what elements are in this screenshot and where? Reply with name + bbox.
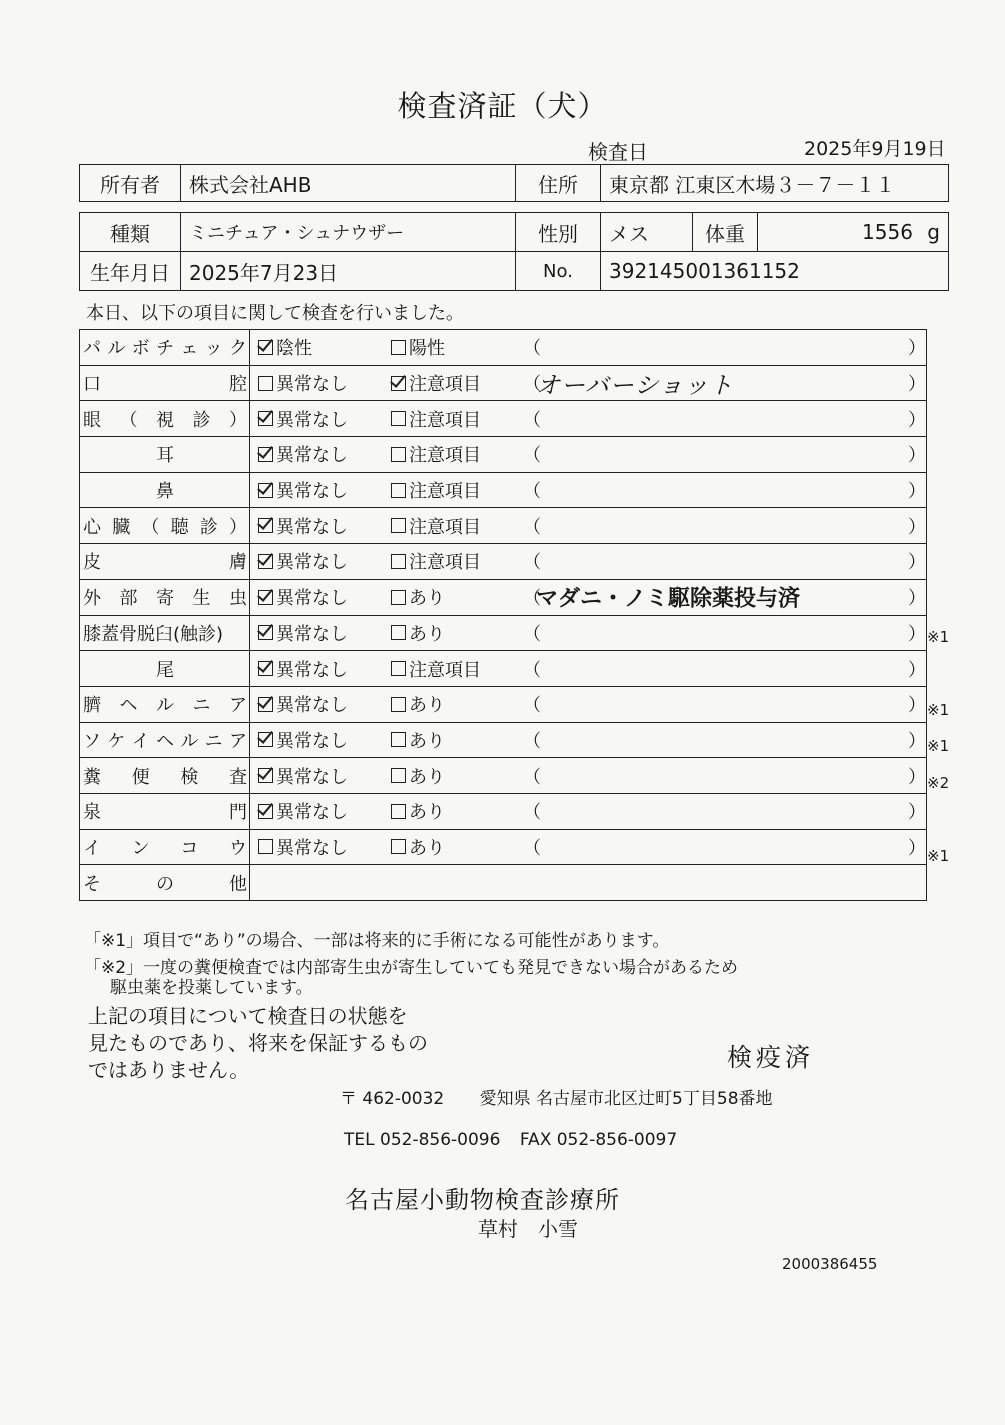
option-normal[interactable]	[258, 763, 348, 789]
label-char: 耳	[156, 445, 174, 467]
option-abnormal[interactable]	[391, 798, 445, 824]
option-abnormal[interactable]	[391, 763, 445, 789]
inspection-item-label	[80, 686, 250, 722]
label-char: 便	[131, 766, 150, 788]
footnote-mark: ※2	[927, 773, 950, 792]
inspection-items-table	[79, 329, 927, 901]
postal-code: 〒 462-0032	[340, 1089, 445, 1109]
option-normal[interactable]	[258, 620, 348, 646]
label-char: イ	[83, 837, 101, 859]
clinic-address: 愛知県 名古屋市北区辻町5丁目58番地	[479, 1089, 773, 1109]
option-normal[interactable]	[258, 370, 348, 396]
label-char: パ	[83, 338, 101, 360]
checkbox-icon[interactable]	[391, 839, 406, 854]
option-abnormal[interactable]	[391, 441, 481, 467]
checked-checkbox-icon[interactable]	[258, 447, 273, 462]
option-normal[interactable]	[258, 441, 348, 467]
label-char: 寄	[156, 588, 174, 610]
footnote-2-line2: 駆虫薬を投薬しています。	[110, 978, 313, 998]
label-char: 鼻	[156, 481, 174, 503]
inspection-item-label	[80, 508, 250, 544]
dob-label: 生年月日	[80, 252, 181, 291]
label-char: 外	[83, 588, 101, 610]
option-label: あり	[409, 695, 445, 717]
label-char: 門	[229, 802, 247, 824]
label-char: チ	[155, 338, 174, 360]
label-char: ア	[228, 730, 247, 752]
option-label: 異常なし	[276, 516, 348, 538]
no-value: 392145001361152	[601, 252, 949, 291]
inspection-result	[250, 793, 927, 829]
paren-open: （	[523, 659, 541, 681]
label-chars	[83, 870, 247, 896]
option-normal[interactable]	[258, 513, 348, 539]
label-char: （	[141, 516, 160, 538]
option-label: 異常なし	[276, 837, 348, 859]
inspection-row	[80, 722, 927, 758]
label-char: ニ	[204, 730, 223, 752]
option-label: 注意項目	[409, 445, 481, 467]
option-label: 陽性	[409, 338, 445, 360]
owner-table	[79, 164, 949, 202]
paren-close: ）	[908, 516, 926, 538]
option-label: 異常なし	[276, 766, 348, 788]
option-label: 異常なし	[276, 623, 348, 645]
option-abnormal[interactable]	[391, 477, 481, 503]
paren-close: ）	[908, 409, 926, 431]
inspection-item-label	[80, 330, 250, 366]
option-label: 異常なし	[276, 730, 348, 752]
owner-label: 所有者	[80, 165, 181, 202]
paren-close: ）	[908, 802, 926, 824]
checkbox-icon[interactable]	[391, 483, 406, 498]
inspection-result	[250, 437, 927, 473]
inspection-item-label	[80, 758, 250, 794]
checkbox-icon[interactable]	[391, 518, 406, 533]
inspection-row	[80, 401, 927, 437]
option-label: 異常なし	[276, 409, 348, 431]
label-char: 臓	[112, 516, 131, 538]
sex-value: メス	[601, 213, 693, 252]
checked-checkbox-icon[interactable]	[258, 732, 273, 747]
label-chars	[83, 798, 247, 824]
option-label: あり	[409, 623, 445, 645]
inspection-note: オーバーショット	[536, 371, 734, 400]
inspection-item-label	[80, 793, 250, 829]
inspection-item-label	[80, 472, 250, 508]
inspection-item-label	[80, 865, 250, 901]
paren-open: （	[523, 766, 541, 788]
label-char: ク	[228, 338, 247, 360]
option-abnormal[interactable]	[391, 370, 481, 396]
option-label: あり	[409, 730, 445, 752]
owner-value: 株式会社AHB	[181, 165, 516, 202]
inspection-row	[80, 330, 927, 366]
paren-close: ）	[908, 659, 926, 681]
label-char: ア	[229, 695, 247, 717]
inspection-row	[80, 686, 927, 722]
option-label: 陰性	[276, 338, 312, 360]
inspection-row	[80, 544, 927, 580]
label-char: 生	[192, 588, 211, 610]
label-char: ル	[156, 695, 174, 717]
checked-checkbox-icon[interactable]	[258, 590, 273, 605]
inspection-row	[80, 365, 927, 401]
label-char: 部	[119, 588, 138, 610]
label-char: ェ	[180, 338, 199, 360]
inspection-row	[80, 615, 927, 651]
label-char: 査	[228, 766, 247, 788]
checkbox-icon[interactable]	[391, 732, 406, 747]
footnote-mark: ※1	[927, 737, 950, 756]
label-chars	[83, 727, 247, 753]
checked-checkbox-icon[interactable]	[258, 483, 273, 498]
label-char: ）	[228, 516, 247, 538]
label-char: ソ	[83, 730, 101, 752]
label-chars	[83, 548, 247, 574]
option-abnormal[interactable]	[391, 513, 481, 539]
label-chars	[83, 584, 247, 610]
option-label: 注意項目	[409, 481, 481, 503]
inspection-result	[250, 508, 927, 544]
option-abnormal[interactable]	[391, 691, 445, 717]
paren-close: ）	[908, 338, 926, 360]
label-char: ボ	[131, 338, 150, 360]
inspection-row	[80, 508, 927, 544]
checked-checkbox-icon[interactable]	[258, 697, 273, 712]
exam-date-label: 検査日	[588, 140, 648, 164]
weight-cell	[758, 213, 949, 252]
no-label: No.	[516, 252, 601, 291]
footnote-mark: ※1	[927, 846, 950, 865]
inspection-row	[80, 865, 927, 901]
address-label: 住所	[516, 165, 601, 202]
weight-label: 体重	[693, 213, 758, 252]
label-chars	[83, 334, 247, 360]
label-chars	[83, 513, 247, 539]
sex-label: 性別	[516, 213, 601, 252]
clinic-name: 名古屋小動物検査診療所	[345, 1186, 620, 1214]
paren-close: ）	[908, 552, 926, 574]
option-abnormal[interactable]	[391, 620, 445, 646]
paren-open: （	[523, 374, 541, 396]
label-char: 糞	[83, 766, 101, 788]
label-char: 腔	[229, 374, 247, 396]
paren-open: （	[523, 338, 541, 360]
page-title: 検査済証（犬）	[397, 89, 608, 123]
label-char: 膝蓋骨脱臼(触診)	[83, 623, 224, 645]
paren-open: （	[523, 409, 541, 431]
option-abnormal[interactable]	[391, 334, 445, 360]
option-label: 注意項目	[409, 374, 481, 396]
label-char: ル	[180, 730, 199, 752]
paren-close: ）	[908, 623, 926, 645]
label-char: ニ	[192, 695, 211, 717]
option-abnormal[interactable]	[391, 406, 481, 432]
inspection-item-label	[80, 829, 250, 865]
label-chars	[83, 620, 247, 646]
quarantine-stamp: 検疫済	[727, 1043, 815, 1072]
label-char: そ	[83, 873, 101, 895]
paren-open: （	[523, 516, 541, 538]
checked-checkbox-icon[interactable]	[258, 518, 273, 533]
weight-unit: g	[927, 220, 940, 244]
inspection-item-label	[80, 579, 250, 615]
option-normal[interactable]	[258, 798, 348, 824]
checked-checkbox-icon[interactable]	[258, 768, 273, 783]
checkbox-icon[interactable]	[391, 411, 406, 426]
label-chars	[83, 691, 247, 717]
option-label: 注意項目	[409, 409, 481, 431]
option-label: 異常なし	[276, 374, 348, 396]
inspection-item-label	[80, 365, 250, 401]
label-char: 膚	[229, 552, 247, 574]
label-chars	[83, 370, 247, 396]
inspection-result	[250, 758, 927, 794]
inspection-row	[80, 793, 927, 829]
paren-open: （	[523, 730, 541, 752]
footnote-1: 「※1」項目で“あり”の場合、一部は将来的に手術になる可能性があります。	[84, 931, 670, 951]
option-normal[interactable]	[258, 834, 348, 860]
inspection-item-label	[80, 615, 250, 651]
option-label: 異常なし	[276, 588, 348, 610]
disclaimer	[88, 1003, 428, 1084]
intro-text: 本日、以下の項目に関して検査を行いました。	[86, 303, 464, 324]
inspection-result	[250, 865, 927, 901]
checked-checkbox-icon[interactable]	[258, 804, 273, 819]
inspection-row	[80, 579, 927, 615]
option-abnormal[interactable]	[391, 584, 445, 610]
inspection-result	[250, 829, 927, 865]
breed-label: 種類	[80, 213, 181, 252]
label-char: ル	[107, 338, 126, 360]
paren-open: （	[523, 623, 541, 645]
inspection-result	[250, 365, 927, 401]
label-char: 眼	[83, 409, 101, 431]
checkbox-icon[interactable]	[258, 376, 273, 391]
breed-value: ミニチュア・シュナウザー	[181, 213, 516, 252]
serial-number: 2000386455	[782, 1255, 878, 1273]
checkbox-icon[interactable]	[391, 590, 406, 605]
option-abnormal[interactable]	[391, 548, 481, 574]
paren-close: ）	[908, 445, 926, 467]
inspection-result	[250, 722, 927, 758]
clinic-tel: TEL 052-856-0096	[344, 1130, 501, 1150]
inspection-result	[250, 651, 927, 687]
option-label: 異常なし	[276, 802, 348, 824]
checkbox-icon[interactable]	[391, 447, 406, 462]
paren-open: （	[523, 695, 541, 717]
option-abnormal[interactable]	[391, 656, 481, 682]
label-char: ）	[229, 409, 247, 431]
option-normal[interactable]	[258, 727, 348, 753]
option-label: 異常なし	[276, 695, 348, 717]
checkbox-icon[interactable]	[391, 340, 406, 355]
inspection-result	[250, 544, 927, 580]
clinic-address-line	[340, 1084, 773, 1109]
checkbox-icon[interactable]	[391, 804, 406, 819]
option-label: あり	[409, 837, 445, 859]
weight-value: 1556	[862, 220, 913, 244]
label-chars	[83, 656, 247, 682]
label-char: ウ	[228, 837, 247, 859]
paren-open: （	[523, 802, 541, 824]
checked-checkbox-icon[interactable]	[258, 554, 273, 569]
label-chars	[83, 834, 247, 860]
label-chars	[83, 477, 247, 503]
checked-checkbox-icon[interactable]	[258, 340, 273, 355]
option-label: 異常なし	[276, 552, 348, 574]
option-label: あり	[409, 766, 445, 788]
inspection-item-label	[80, 651, 250, 687]
label-char: （	[119, 409, 138, 431]
inspection-item-label	[80, 544, 250, 580]
paren-close: ）	[908, 730, 926, 752]
inspection-item-label	[80, 401, 250, 437]
label-char: 口	[83, 374, 101, 396]
paren-open: （	[523, 837, 541, 859]
address-value: 東京都 江東区木場３－７－１１	[601, 165, 949, 202]
inspection-row	[80, 472, 927, 508]
footnote-mark: ※1	[927, 628, 950, 647]
inspection-row	[80, 758, 927, 794]
inspection-result	[250, 579, 927, 615]
label-char: コ	[180, 837, 199, 859]
checkbox-icon[interactable]	[391, 625, 406, 640]
disclaimer-line: ではありません。	[88, 1058, 250, 1082]
label-char: ッ	[204, 338, 223, 360]
paren-open: （	[523, 445, 541, 467]
checked-checkbox-icon[interactable]	[258, 625, 273, 640]
footnote-mark: ※1	[927, 701, 950, 719]
checkbox-icon[interactable]	[258, 839, 273, 854]
label-char: の	[156, 873, 174, 895]
checked-checkbox-icon[interactable]	[258, 661, 273, 676]
checkbox-icon[interactable]	[391, 768, 406, 783]
paren-close: ）	[908, 481, 926, 503]
checkbox-icon[interactable]	[391, 554, 406, 569]
inspection-result	[250, 401, 927, 437]
inspection-note: マダニ・ノミ駆除薬投与済	[536, 586, 801, 612]
option-label: あり	[409, 802, 445, 824]
option-label: 異常なし	[276, 481, 348, 503]
label-char: イ	[131, 730, 150, 752]
inspection-result	[250, 472, 927, 508]
paren-open: （	[523, 588, 541, 610]
label-char: ケ	[107, 730, 126, 752]
label-char: 皮	[83, 552, 101, 574]
inspection-row	[80, 651, 927, 687]
label-char: ヘ	[155, 730, 174, 752]
label-char: ン	[131, 837, 150, 859]
label-char: 視	[156, 409, 174, 431]
option-normal[interactable]	[258, 656, 348, 682]
disclaimer-line: 見たものであり、将来を保証するもの	[88, 1031, 428, 1055]
label-char: ヘ	[119, 695, 138, 717]
label-chars	[83, 763, 247, 789]
checked-checkbox-icon[interactable]	[258, 411, 273, 426]
checked-checkbox-icon[interactable]	[391, 376, 406, 391]
paren-open: （	[523, 481, 541, 503]
option-label: あり	[409, 588, 445, 610]
label-chars	[83, 406, 247, 432]
label-char: 診	[199, 516, 218, 538]
option-abnormal[interactable]	[391, 727, 445, 753]
option-label: 注意項目	[409, 552, 481, 574]
label-char: 聴	[170, 516, 189, 538]
label-char: 尾	[156, 659, 174, 681]
disclaimer-line: 上記の項目について検査日の状態を	[88, 1004, 408, 1028]
option-label: 注意項目	[409, 659, 481, 681]
clinic-contact-line	[344, 1130, 677, 1150]
inspection-result	[250, 686, 927, 722]
label-char: 泉	[83, 802, 101, 824]
inspection-item-label	[80, 437, 250, 473]
option-label: 異常なし	[276, 445, 348, 467]
paren-close: ）	[908, 374, 926, 396]
doctor-name: 草村 小雪	[478, 1217, 578, 1241]
option-normal[interactable]	[258, 406, 348, 432]
label-char: 虫	[229, 588, 247, 610]
paren-close: ）	[908, 695, 926, 717]
exam-date: 2025年9月19日	[804, 138, 946, 160]
option-normal[interactable]	[258, 477, 348, 503]
clinic-fax: FAX 052-856-0097	[519, 1130, 678, 1150]
inspection-result	[250, 615, 927, 651]
option-normal[interactable]	[258, 584, 348, 610]
option-abnormal[interactable]	[391, 834, 445, 860]
label-char: 検	[180, 766, 199, 788]
paren-close: ）	[908, 588, 926, 610]
option-normal[interactable]	[258, 691, 348, 717]
animal-table	[79, 212, 949, 291]
inspection-row	[80, 829, 927, 865]
paren-close: ）	[908, 766, 926, 788]
label-char: 臍	[83, 695, 101, 717]
paren-close: ）	[908, 837, 926, 859]
label-char: 他	[229, 873, 247, 895]
option-normal[interactable]	[258, 548, 348, 574]
checkbox-icon[interactable]	[391, 661, 406, 676]
checkbox-icon[interactable]	[391, 697, 406, 712]
label-char: 診	[192, 409, 211, 431]
option-normal[interactable]	[258, 334, 312, 360]
inspection-result	[250, 330, 927, 366]
paren-open: （	[523, 552, 541, 574]
label-chars	[83, 441, 247, 467]
label-char: 心	[83, 516, 101, 538]
footnote-2-line1: 「※2」一度の糞便検査では内部寄生虫が寄生していても発見できない場合があるため	[84, 958, 739, 978]
inspection-row	[80, 437, 927, 473]
dob-value: 2025年7月23日	[181, 252, 516, 291]
option-label: 異常なし	[276, 659, 348, 681]
inspection-item-label	[80, 722, 250, 758]
option-label: 注意項目	[409, 516, 481, 538]
